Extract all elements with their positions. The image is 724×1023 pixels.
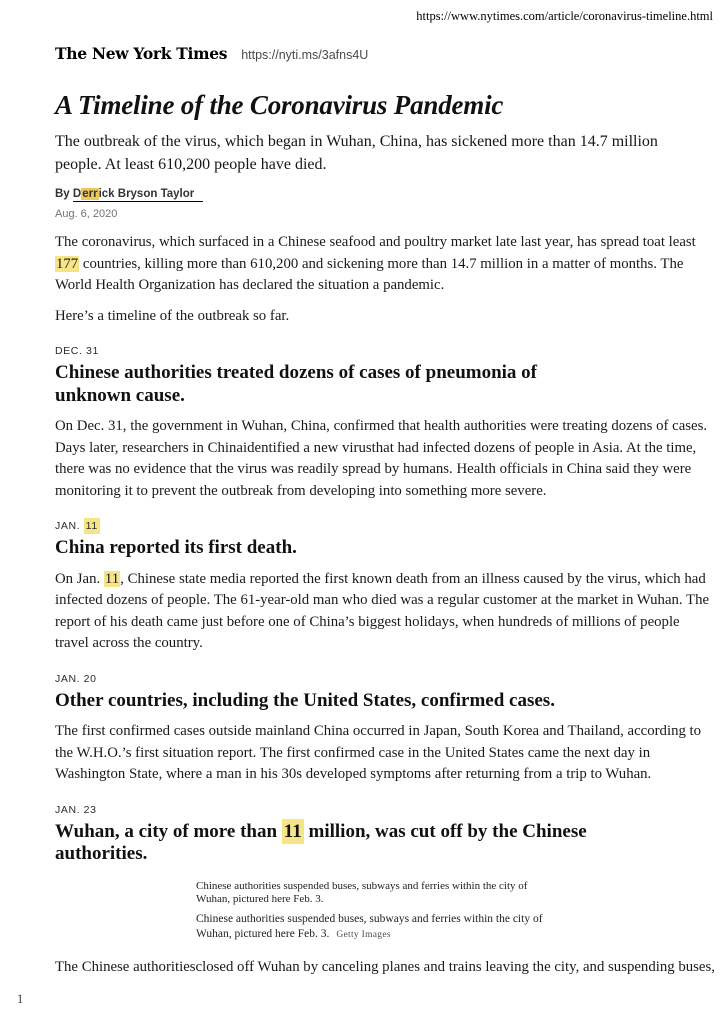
author-link[interactable] — [73, 188, 203, 202]
section-heading — [55, 362, 615, 407]
text-segment: at least — [654, 234, 696, 250]
byline — [55, 188, 717, 201]
image-figure — [196, 880, 717, 943]
text-segment: million, was cut off by the Chinese — [303, 820, 587, 842]
tail-paragraph — [55, 957, 717, 979]
text-segment: China reported its first death. — [55, 537, 297, 558]
timeline-sections — [55, 345, 717, 866]
section-date-label — [55, 673, 717, 685]
text-segment: JAN. — [55, 520, 84, 532]
article-content — [0, 44, 724, 978]
section-date-label — [55, 804, 717, 816]
print-header-url: https://www.nytimes.com/article/coronavirus-timeline.html — [416, 9, 713, 23]
section-heading — [55, 690, 615, 713]
article-section — [55, 520, 717, 655]
masthead — [55, 44, 717, 62]
text-segment: Chinese authorities treated dozens of cases of pneumonia of — [55, 362, 538, 383]
text-segment: authorities. — [55, 843, 148, 864]
text-segment: DEC. 31 — [55, 345, 99, 357]
text-segment: The first confirmed cases outside mainland China occurred in Japan, South Korea and Thailand, according to the W.H.O.’s first situation report. The first confirmed case in the United States came the next day in Washington State, where a man in his 30s developed symptoms after returning from a trip to Wuhan. — [55, 723, 702, 782]
search-highlight: 11 — [85, 520, 98, 532]
text-segment: Other countries, including the United States, confirmed cases. — [55, 689, 555, 711]
text-segment: unknown cause. — [55, 384, 185, 406]
text-segment: Wuhan, a city of more than — [55, 820, 282, 842]
text-segment: identified a new virus — [243, 439, 372, 456]
nyt-logo[interactable]: The New York Times — [55, 44, 228, 63]
section-paragraph — [55, 721, 715, 786]
section-paragraphs — [55, 721, 717, 786]
search-highlight: 11 — [104, 570, 120, 587]
text-segment: closed off Wuhan by canceling planes and trains leaving the city, and suspending buses, — [195, 958, 715, 975]
section-paragraph — [55, 569, 715, 655]
section-heading — [55, 821, 615, 866]
byline-prefix: By — [55, 188, 73, 200]
short-url-link[interactable]: https://nyti.ms/3afns4U — [241, 48, 369, 62]
text-segment: that had infected dozens of people in Asia. At the time, there was no evidence that the virus was readily spread by humans. Health officials in China said they were monitoring it to prevent the outbreak from developing into something more severe. — [55, 439, 697, 499]
text-segment: On Jan. — [55, 570, 104, 587]
text-segment: ick Bryson Taylor — [98, 188, 195, 200]
print-footer-page-number: 1 — [17, 992, 24, 1006]
publish-date: Aug. 6, 2020 — [55, 208, 118, 220]
search-highlight: 11 — [283, 820, 302, 842]
article-subtitle — [55, 131, 675, 176]
section-paragraphs — [55, 569, 717, 655]
intro-line2: Here’s a timeline of the outbreak so far. — [55, 307, 290, 324]
section-date-label — [55, 345, 717, 357]
text-segment: The coronavirus, which surfaced in a Chinese seafood and poultry market late last year, has spread to — [55, 234, 655, 250]
section-paragraphs — [55, 416, 717, 502]
text-segment: The Chinese authorities — [55, 958, 196, 975]
text-segment: countries, killing more than 610,200 and sickening more than 14.7 million in a matter of months. The World Health Organization has declared the situation a pandemic. — [55, 255, 684, 293]
text-segment: On Dec. 31, the government in Wuhan, China, confirmed that health authorities were treating dozens of cases. Days later, researchers in China — [55, 418, 708, 456]
article-section — [55, 804, 717, 866]
image-alt-text — [196, 880, 717, 906]
article-section — [55, 345, 717, 502]
text-segment: people. At least 610,200 people have died. — [55, 155, 327, 173]
text-segment: The outbreak of the virus, which began in Wuhan, China, has sickened more than 14.7 million — [55, 133, 658, 150]
image-caption — [196, 912, 717, 943]
text-segment: JAN. 20 — [55, 672, 97, 685]
intro-paragraph — [55, 232, 715, 297]
text-segment: Chinese authorities suspended buses, subways and ferries within the city of — [196, 879, 528, 892]
text-segment: JAN. 23 — [55, 803, 97, 816]
image-credit: Getty Images — [336, 929, 391, 940]
section-heading — [55, 537, 615, 560]
text-segment: D — [72, 188, 82, 200]
article-headline: A Timeline of the Coronavirus Pandemic — [55, 90, 504, 120]
text-segment: Wuhan, pictured here Feb. 3. — [196, 892, 324, 905]
section-paragraph — [55, 416, 715, 502]
section-date-label — [55, 520, 717, 532]
text-segment: Chinese authorities suspended buses, subways and ferries within the city of — [196, 912, 543, 925]
search-highlight: 177 — [56, 255, 79, 272]
article-section — [55, 673, 717, 786]
text-segment: Wuhan, pictured here Feb. 3. — [196, 927, 330, 940]
text-segment: , Chinese state media reported the first known death from an illness caused by the virus, which had infected dozens of people. The 61-year-old man who died was a regular customer at the market in Wuhan. The report of his death came just before one of China’s biggest holidays, when hundreds of millions of people travel across the country. — [55, 570, 710, 651]
search-highlight: err — [82, 188, 98, 200]
